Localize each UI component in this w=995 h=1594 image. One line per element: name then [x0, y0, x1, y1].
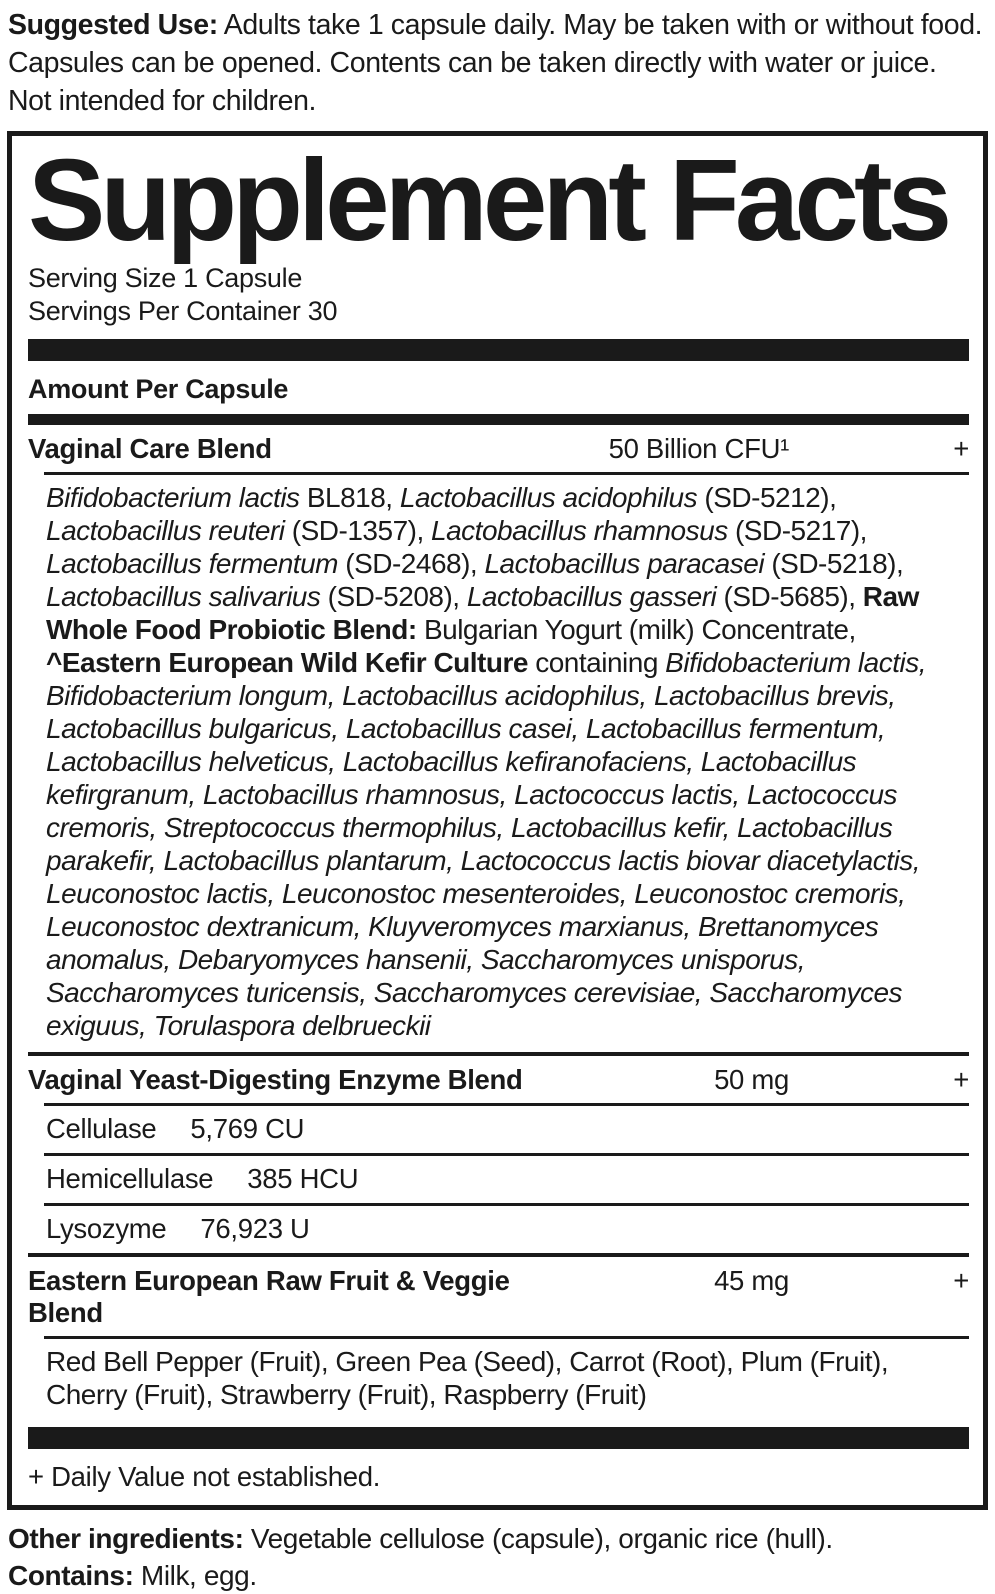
blend-amount: 45 mg: [714, 1265, 789, 1296]
servings-per-container: Servings Per Container 30: [28, 296, 338, 326]
suggested-use-label: Suggested Use:: [8, 9, 218, 41]
blend-name: Eastern European Raw Fruit & Veggie Blend: [28, 1265, 510, 1328]
other-ingredients: [8, 1520, 987, 1594]
other-ingredients-text: Vegetable cellulose (capsule), organic rice (hull).: [243, 1523, 833, 1554]
serving-size: Serving Size 1 Capsule: [28, 263, 303, 293]
vaginal-care-ingredient-list: Bifidobacterium lactis BL818, Lactobacillus acidophilus (SD-5212), Lactobacillus reuteri (SD-1357), Lactobacillus rhamnosus (SD-5217), Lactobacillus fermentum (SD-2468), Lactobacillus paracasei (SD-5218), Lactobacillus salivarius (SD-5208), Lactobacillus gasseri (SD-5685), Raw Whole Food Probiotic Blend: Bulgarian Yogurt (milk) Concentrate, ^Eastern European Wild Kefir Culture containing Bifidobacterium lactis, Bifidobacterium longum, Lactobacillus acidophilus, Lactobacillus brevis, Lactobacillus bulgaricus, Lactobacillus casei, Lactobacillus fermentum, Lactobacillus helveticus, Lactobacillus kefiranofaciens, Lactobacillus kefirgranum, Lactobacillus rhamnosus, Lactococcus lactis, Lactococcus cremoris, Streptococcus thermophilus, Lactobacillus kefir, Lactobacillus parakefir, Lactobacillus plantarum, Lactococcus lactis biovar diacetylactis, Leuconostoc lactis, Leuconostoc mesenteroides, Leuconostoc cremoris, Leuconostoc dextranicum, Kluyveromyces marxianus, Brettanomyces anomalus, Debaryomyces hansenii, Saccharomyces unisporus, Saccharomyces turicensis, Saccharomyces cerevisiae, Saccharomyces exiguus, Torulaspora delbrueckii: [44, 472, 969, 1052]
enzyme-name: Lysozyme: [46, 1213, 167, 1244]
enzyme-amount: 5,769 CU: [190, 1113, 305, 1144]
blend-row-enzyme: [28, 1056, 969, 1103]
divider-thick-top: [28, 339, 969, 361]
suggested-use: [8, 6, 987, 120]
suggested-use-text: Adults take 1 capsule daily. May be taken with or without food. Capsules can be opened. Contents can be taken directly with water or juice. Not intended for children.: [8, 9, 983, 117]
daily-value-plus: +: [953, 433, 969, 464]
enzyme-row-hemicellulase: [44, 1153, 969, 1203]
daily-value-plus: +: [953, 1064, 969, 1095]
daily-value-footnote: + Daily Value not established.: [28, 1461, 381, 1492]
enzyme-row-cellulase: [44, 1103, 969, 1153]
contains-label: Contains:: [8, 1560, 134, 1591]
blend-name: Vaginal Care Blend: [28, 433, 272, 464]
blend-amount: 50 Billion CFU¹: [608, 433, 789, 464]
blend-amount: 50 mg: [714, 1064, 789, 1095]
divider-medium: [28, 414, 969, 425]
supplement-facts-panel: [7, 131, 988, 1510]
enzyme-row-lysozyme: [44, 1203, 969, 1253]
amount-per-capsule-header: Amount Per Capsule: [28, 374, 289, 404]
blend-name: Vaginal Yeast-Digesting Enzyme Blend: [28, 1064, 523, 1095]
enzyme-name: Cellulase: [46, 1113, 157, 1144]
enzyme-amount: 76,923 U: [200, 1213, 310, 1244]
fruit-veggie-ingredient-list: Red Bell Pepper (Fruit), Green Pea (Seed), Carrot (Root), Plum (Fruit), Cherry (Fruit), Strawberry (Fruit), Raspberry (Fruit): [44, 1336, 969, 1421]
contains-text: Milk, egg.: [133, 1560, 257, 1591]
divider-thick-bottom: [28, 1427, 969, 1449]
panel-title: Supplement Facts: [28, 135, 948, 265]
enzyme-name: Hemicellulase: [46, 1163, 214, 1194]
other-ingredients-label: Other ingredients:: [8, 1523, 244, 1554]
blend-row-vaginal-care: [28, 425, 969, 472]
enzyme-amount: 385 HCU: [247, 1163, 359, 1194]
blend-row-fruit-veggie: [28, 1257, 969, 1336]
daily-value-plus: +: [953, 1265, 969, 1296]
